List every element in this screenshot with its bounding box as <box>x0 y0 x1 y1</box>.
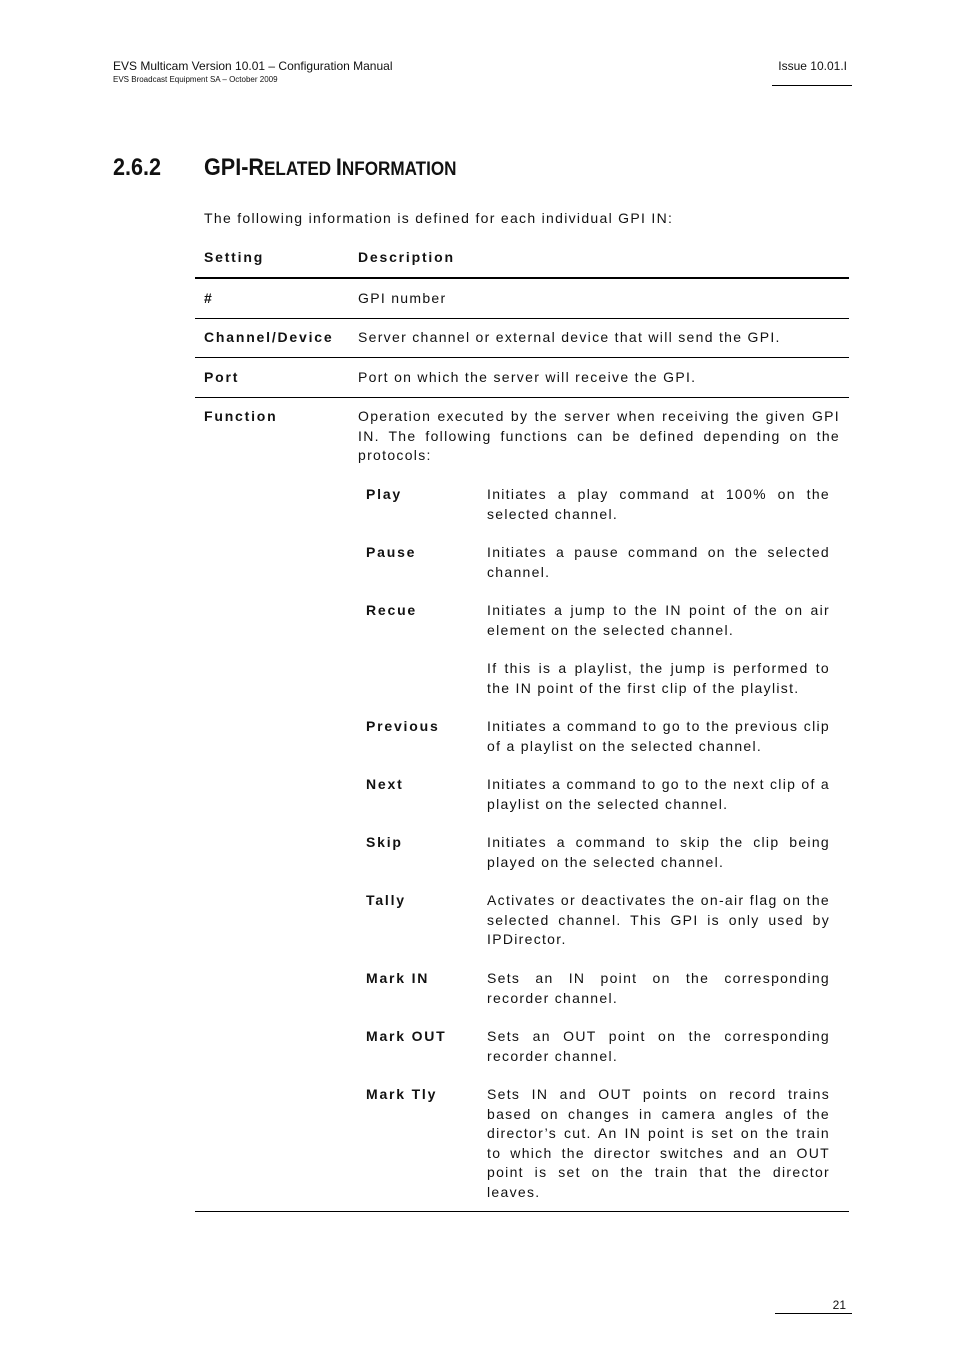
function-description-extra: If this is a playlist, the jump is performed to the IN point of the first clip of the playlist. <box>487 660 830 696</box>
table-bottom-rule <box>195 1211 849 1212</box>
function-name: Play <box>366 486 402 502</box>
section-title-part: NFORMATION <box>341 159 457 180</box>
section-title-part: GPI-R <box>204 154 265 181</box>
section-title <box>204 154 457 182</box>
function-name: Recue <box>366 602 418 618</box>
function-name: Mark OUT <box>366 1028 447 1044</box>
function-name: Mark Tly <box>366 1086 438 1102</box>
document-subtitle: EVS Broadcast Equipment SA – October 2009 <box>113 75 278 84</box>
function-description: Sets an OUT point on the corresponding recorder channel. <box>487 1028 830 1064</box>
table-row-description: Server channel or external device that will send the GPI. <box>358 329 781 345</box>
column-header-description: Description <box>358 249 455 265</box>
function-name: Mark IN <box>366 970 430 986</box>
function-name: Skip <box>366 834 403 850</box>
table-row-description: Operation executed by the server when receiving the given GPI IN. The following functions can be defined depending on the protocols: <box>358 408 840 463</box>
page-number: 21 <box>832 1298 846 1312</box>
section-number: 2.6.2 <box>113 154 162 181</box>
row-divider <box>195 318 849 319</box>
function-description: Initiates a command to skip the clip being played on the selected channel. <box>487 834 830 870</box>
intro-paragraph: The following information is defined for each individual GPI IN: <box>204 210 674 226</box>
function-name: Next <box>366 776 404 792</box>
footer-rule <box>775 1313 852 1314</box>
table-row-setting: # <box>204 290 214 306</box>
header-divider <box>195 277 849 279</box>
header-rule <box>772 85 852 86</box>
function-description: Activates or deactivates the on-air flag on the selected channel. This GPI is only used by IPDirector. <box>487 892 830 947</box>
function-description: Initiates a play command at 100% on the selected channel. <box>487 486 830 522</box>
function-name: Previous <box>366 718 440 734</box>
issue-label: Issue 10.01.I <box>778 59 847 73</box>
document-title: EVS Multicam Version 10.01 – Configuration Manual <box>113 59 393 73</box>
table-row-setting: Channel/Device <box>204 329 334 345</box>
table-row-setting: Port <box>204 369 240 385</box>
function-name: Tally <box>366 892 406 908</box>
function-description: Initiates a command to go to the next clip of a playlist on the selected channel. <box>487 776 830 812</box>
function-description: Initiates a command to go to the previous clip of a playlist on the selected channel. <box>487 718 830 754</box>
table-row-description: GPI number <box>358 290 447 306</box>
section-title-part: ELATED <box>264 159 336 180</box>
section-title-part: I <box>335 154 342 181</box>
row-divider <box>195 397 849 398</box>
function-description: Sets an IN point on the corresponding recorder channel. <box>487 970 830 1006</box>
function-description: Initiates a jump to the IN point of the on air element on the selected channel. <box>487 602 830 638</box>
table-row-setting: Function <box>204 408 278 424</box>
function-description: Initiates a pause command on the selected channel. <box>487 544 830 580</box>
column-header-setting: Setting <box>204 249 265 265</box>
table-row-description: Port on which the server will receive the GPI. <box>358 369 697 385</box>
function-name: Pause <box>366 544 417 560</box>
function-description: Sets IN and OUT points on record trains based on changes in camera angles of the director’s cut. An IN point is set on the train to which the director switches and an OUT point is set on the train that the director leaves. <box>487 1086 830 1200</box>
row-divider <box>195 357 849 358</box>
